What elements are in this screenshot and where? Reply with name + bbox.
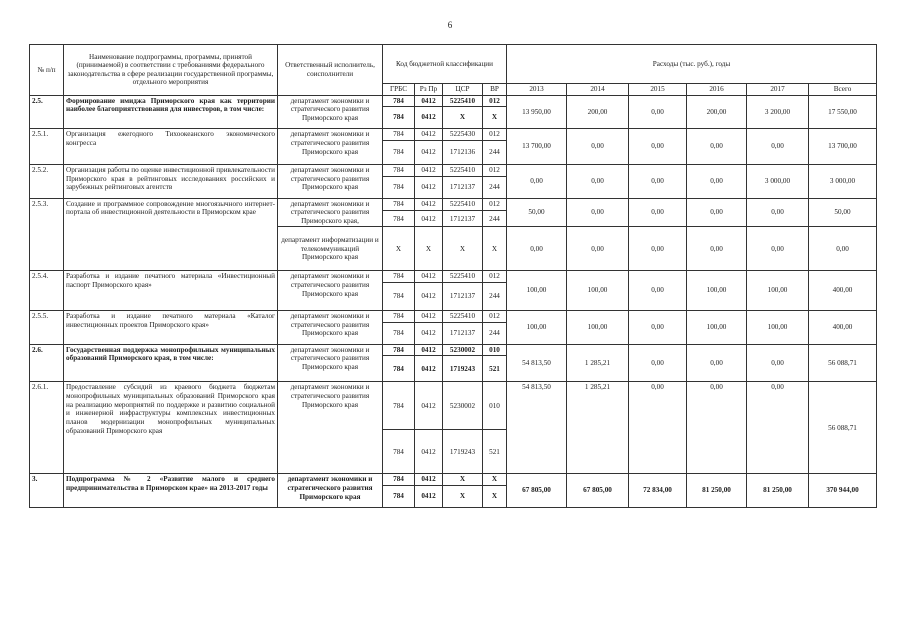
table-cell: 370 944,00 [809, 474, 877, 508]
table-cell: 0412 [415, 356, 443, 382]
table-cell: 244 [483, 211, 507, 227]
table-cell: 3. [30, 474, 64, 508]
page-number: 6 [447, 20, 453, 30]
table-cell: 784 [383, 430, 415, 474]
table-cell: департамент экономики и стратегического развития Приморского края, [278, 198, 383, 227]
table-cell: 784 [383, 382, 415, 430]
header-expenses: Расходы (тыс. руб.), годы [507, 45, 877, 84]
table-cell: департамент экономики и стратегического развития Приморского края [278, 271, 383, 311]
table-cell: 0412 [415, 129, 443, 141]
table-cell: департамент экономики и стратегического развития Приморского края [278, 164, 383, 198]
table-cell: 0,00 [747, 382, 809, 474]
table-cell: 012 [483, 271, 507, 283]
table-cell: 200,00 [687, 95, 747, 129]
table-cell: 100,00 [687, 271, 747, 311]
table-cell: 0,00 [629, 164, 687, 198]
table-cell: 72 834,00 [629, 474, 687, 508]
table-cell: 521 [483, 356, 507, 382]
table-cell: 81 250,00 [687, 474, 747, 508]
table-row [30, 129, 877, 141]
table-cell: 0,00 [507, 227, 567, 271]
table-cell: X [483, 486, 507, 508]
table-cell: Создание и программное сопровождение многоязычного интернет-портала об инвестиционной деятельности в Приморском крае [64, 198, 278, 271]
table-cell: 0,00 [567, 198, 629, 227]
table-cell: 784 [383, 486, 415, 508]
table-cell: 0,00 [567, 164, 629, 198]
header-2013: 2013 [507, 84, 567, 96]
table-cell: 0412 [415, 322, 443, 344]
table-cell: 0412 [415, 283, 443, 311]
table-cell: 56 088,71 [809, 344, 877, 382]
table-cell: 0,00 [687, 164, 747, 198]
table-cell: 100,00 [567, 311, 629, 345]
table-cell: X [443, 227, 483, 271]
table-cell: 010 [483, 382, 507, 430]
table-cell: 0,00 [747, 227, 809, 271]
table-cell: 0412 [415, 311, 443, 323]
table-cell: 0,00 [687, 344, 747, 382]
table-cell: 244 [483, 322, 507, 344]
table-cell: 200,00 [567, 95, 629, 129]
table-cell: 81 250,00 [747, 474, 809, 508]
table-cell: 0,00 [507, 164, 567, 198]
table-cell: 54 813,50 [507, 344, 567, 382]
table-cell: 0,00 [687, 382, 747, 474]
table-cell: 0412 [415, 95, 443, 107]
table-cell: 17 550,00 [809, 95, 877, 129]
table-cell: 012 [483, 164, 507, 176]
table-cell: 784 [383, 474, 415, 486]
table-cell: 5225410 [443, 271, 483, 283]
table-cell: 67 805,00 [507, 474, 567, 508]
table-cell: 784 [383, 129, 415, 141]
table-cell: департамент экономики и стратегического развития Приморского края [278, 129, 383, 165]
table-cell: 784 [383, 211, 415, 227]
table-cell: 400,00 [809, 311, 877, 345]
header-2016: 2016 [687, 84, 747, 96]
table-cell: 5225410 [443, 311, 483, 323]
table-cell: 784 [383, 271, 415, 283]
table-cell: 0,00 [629, 129, 687, 165]
table-cell: 5225410 [443, 164, 483, 176]
table-cell: 5230002 [443, 382, 483, 430]
table-cell: 100,00 [507, 271, 567, 311]
table-cell: 1712137 [443, 176, 483, 198]
table-cell: 0,00 [629, 95, 687, 129]
table-cell: 5230002 [443, 344, 483, 356]
table-cell: 0,00 [629, 344, 687, 382]
table-cell: 13 700,00 [809, 129, 877, 165]
table-cell: 012 [483, 95, 507, 107]
table-cell: 56 088,71 [809, 382, 877, 474]
table-cell: 012 [483, 198, 507, 211]
table-cell: 0,00 [629, 311, 687, 345]
table-cell: 3 000,00 [747, 164, 809, 198]
table-cell: 13 950,00 [507, 95, 567, 129]
header-total: Всего [809, 84, 877, 96]
table-cell: 0412 [415, 211, 443, 227]
budget-table [29, 44, 877, 508]
table-cell: 784 [383, 164, 415, 176]
table-cell: 400,00 [809, 271, 877, 311]
header-budget-code: Код бюджетной классификации [383, 45, 507, 84]
table-cell: 244 [483, 176, 507, 198]
table-cell: 784 [383, 198, 415, 211]
table-row [30, 474, 877, 486]
table-cell: 2.5.4. [30, 271, 64, 311]
table-cell: 784 [383, 283, 415, 311]
header-rzpr: Рз Пр [415, 84, 443, 96]
table-cell: 2.5.2. [30, 164, 64, 198]
table-row [30, 344, 877, 356]
table-cell: 0,00 [809, 227, 877, 271]
table-cell: 0,00 [747, 344, 809, 382]
table-cell: 100,00 [747, 311, 809, 345]
table-cell: Государственная поддержка монопрофильных муниципальных образований Приморского края, в том числе: [64, 344, 278, 382]
table-cell: 784 [383, 322, 415, 344]
table-cell: 0412 [415, 344, 443, 356]
table-cell: 784 [383, 140, 415, 164]
table-cell: 1 285,21 [567, 382, 629, 474]
table-cell: 13 700,00 [507, 129, 567, 165]
table-cell: 100,00 [567, 271, 629, 311]
table-cell: X [415, 227, 443, 271]
table-cell: 0412 [415, 430, 443, 474]
table-cell: 0,00 [567, 129, 629, 165]
table-cell: 1719243 [443, 430, 483, 474]
table-cell: 2.5.3. [30, 198, 64, 271]
table-cell: Разработка и издание печатного материала «Инвестиционный паспорт Приморского края» [64, 271, 278, 311]
table-cell: 100,00 [507, 311, 567, 345]
table-row [30, 198, 877, 211]
table-cell: 0,00 [629, 198, 687, 227]
table-cell: департамент экономики и стратегического развития Приморского края [278, 95, 383, 129]
table-row [30, 271, 877, 283]
table-cell: департамент экономики и стратегического развития Приморского края [278, 311, 383, 345]
table-cell: департамент экономики и стратегического развития Приморского края [278, 344, 383, 382]
table-cell: 0,00 [687, 129, 747, 165]
table-cell: 784 [383, 344, 415, 356]
table-cell: 2.6. [30, 344, 64, 382]
table-cell: 1712137 [443, 211, 483, 227]
table-cell: 3 200,00 [747, 95, 809, 129]
table-cell: 67 805,00 [567, 474, 629, 508]
header-num: № п/п [30, 45, 64, 96]
header-csr: ЦСР [443, 84, 483, 96]
table-cell: X [383, 227, 415, 271]
table-cell: X [483, 227, 507, 271]
table-cell: 521 [483, 430, 507, 474]
table-cell: 0,00 [567, 227, 629, 271]
table-row [30, 164, 877, 176]
table-cell: 0,00 [629, 227, 687, 271]
header-grbs: ГРБС [383, 84, 415, 96]
table-cell: 010 [483, 344, 507, 356]
table-cell: 2.5. [30, 95, 64, 129]
table-cell: X [483, 107, 507, 129]
table-cell: 0412 [415, 140, 443, 164]
table-cell: Разработка и издание печатного материала «Каталог инвестиционных проектов Приморского края» [64, 311, 278, 345]
table-cell: 0,00 [747, 129, 809, 165]
table-cell: 012 [483, 129, 507, 141]
table-cell: департамент экономики и стратегического развития Приморского края [278, 474, 383, 508]
table-cell: Предоставление субсидий из краевого бюджета бюджетам монопрофильных муниципальных образований Приморского края на реализацию мероприятий по поддержке и развитию социальной и инженерной инфраструктуры комплексных инвестиционных планов модернизации монопрофильных муниципальных образований Приморского края [64, 382, 278, 474]
table-cell: департамент информатизации и телекоммуникаций Приморского края [278, 227, 383, 271]
table-cell: 100,00 [687, 311, 747, 345]
header-executor: Ответственный исполнитель, соисполнители [278, 45, 383, 96]
table-row [30, 95, 877, 107]
table-cell: 0,00 [687, 198, 747, 227]
table-cell: 0,00 [629, 271, 687, 311]
table-cell: 0412 [415, 176, 443, 198]
table-cell: 0412 [415, 474, 443, 486]
table-cell: Организация работы по оценке инвестиционной привлекательности Приморского края в рейтинговых исследованиях российских и зарубежных рейтинговых агентств [64, 164, 278, 198]
table-cell: 0412 [415, 271, 443, 283]
table-cell: 5225410 [443, 95, 483, 107]
table-cell: 0412 [415, 382, 443, 430]
table-cell: Формирование имиджа Приморского края как территории наиболее благоприятствования для инвесторов, в том числе: [64, 95, 278, 129]
table-cell: 1719243 [443, 356, 483, 382]
table-row [30, 311, 877, 323]
table-cell: 0,00 [687, 227, 747, 271]
table-cell: 784 [383, 176, 415, 198]
table-cell: 0412 [415, 198, 443, 211]
table-cell: 2.6.1. [30, 382, 64, 474]
table-cell: 784 [383, 95, 415, 107]
table-cell: 0412 [415, 107, 443, 129]
table-cell: X [443, 486, 483, 508]
table-cell: 5225430 [443, 129, 483, 141]
table-cell: Подпрограмма № 2 «Развитие малого и среднего предпринимательства в Приморском крае» на 2013-2017 годы [64, 474, 278, 508]
table-cell: департамент экономики и стратегического развития Приморского края [278, 382, 383, 474]
table-cell: 1712137 [443, 283, 483, 311]
header-2017: 2017 [747, 84, 809, 96]
table-cell: 1712137 [443, 322, 483, 344]
header-vr: ВР [483, 84, 507, 96]
table-cell: X [443, 474, 483, 486]
table-cell: 2.5.5. [30, 311, 64, 345]
table-cell: 0,00 [747, 198, 809, 227]
table-cell: 244 [483, 283, 507, 311]
header-2014: 2014 [567, 84, 629, 96]
table-cell: 244 [483, 140, 507, 164]
table-cell: 784 [383, 356, 415, 382]
table-cell: 50,00 [809, 198, 877, 227]
table-cell: X [483, 474, 507, 486]
table-cell: X [443, 107, 483, 129]
table-cell: 1 285,21 [567, 344, 629, 382]
header-row [30, 45, 877, 84]
table-cell: 1712136 [443, 140, 483, 164]
header-2015: 2015 [629, 84, 687, 96]
table-cell: 54 813,50 [507, 382, 567, 474]
table-cell: 0,00 [629, 382, 687, 474]
table-cell: 100,00 [747, 271, 809, 311]
table-cell: 0412 [415, 486, 443, 508]
table-cell: 3 000,00 [809, 164, 877, 198]
header-name: Наименование подпрограммы, программы, принятой (принимаемой) в соответствии с требованиями федерального законодательства в сфере реализации государственной программы, отдельного мероприятия [64, 45, 278, 96]
table-cell: Организация ежегодного Тихоокеанского экономического конгресса [64, 129, 278, 165]
table-cell: 784 [383, 311, 415, 323]
table-cell: 0412 [415, 164, 443, 176]
table-cell: 50,00 [507, 198, 567, 227]
table-row [30, 382, 877, 430]
table-cell: 012 [483, 311, 507, 323]
table-cell: 5225410 [443, 198, 483, 211]
table-cell: 2.5.1. [30, 129, 64, 165]
table-cell: 784 [383, 107, 415, 129]
